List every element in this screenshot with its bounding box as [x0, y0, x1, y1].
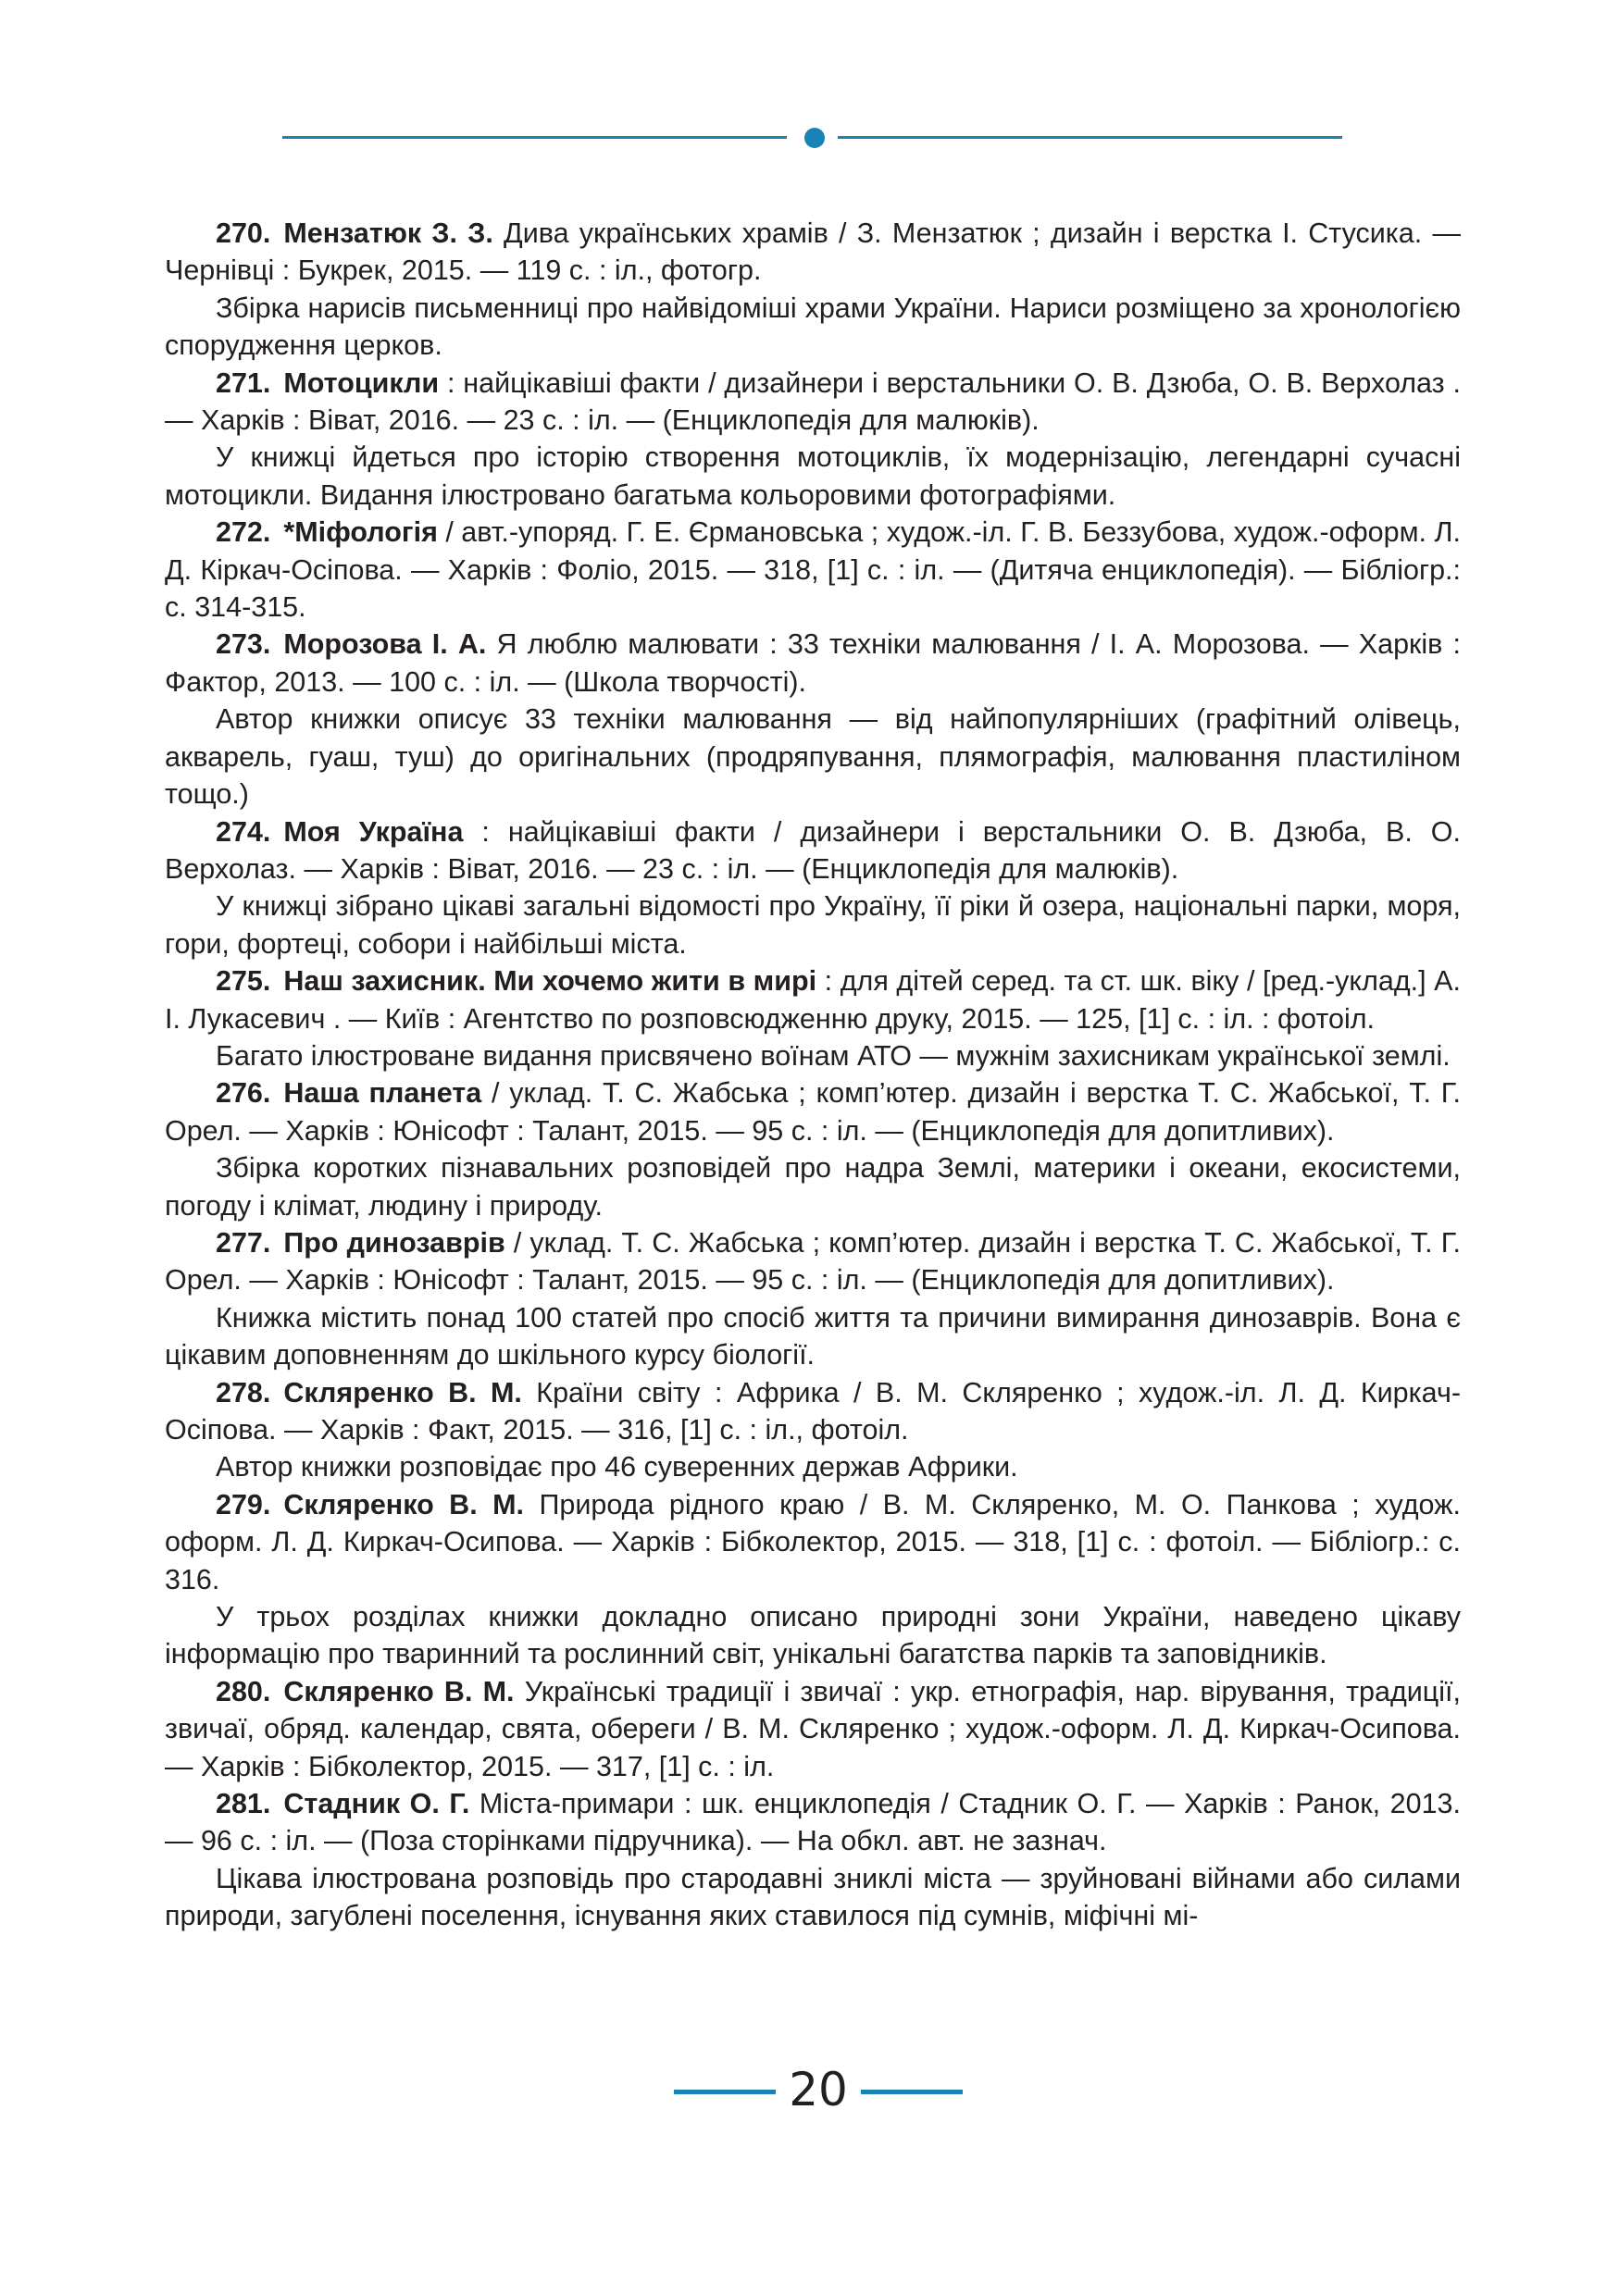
entry-description: / уклад. Т. С. Жабська ; комп’ютер. дизайн і верстка Т. С. Жабської, Т. Г. Орел. — Харків : Юнісофт : Талант, 2015. — 95 с. : іл. — (Енциклопедія для допитливих). — [165, 1226, 1461, 1297]
entry-number: 276. — [216, 1077, 271, 1110]
entry-275 — [165, 962, 1461, 1037]
entry-description: / авт.-упоряд. Г. Е. Єрмановська ; худож.-іл. Г. В. Беззубова, худож.-оформ. Л. Д. Кіркач-Осіпова. — Харків : Фоліо, 2015. — 318, [1] с. : іл. — (Дитяча енциклопедія). — Бібліогр.: с. 314-315. — [165, 516, 1461, 624]
entry-272 — [165, 514, 1461, 626]
entry-276 — [165, 1074, 1461, 1149]
entry-number: 275. — [216, 965, 271, 998]
entry-number: 281. — [216, 1788, 271, 1820]
bibliography-list — [165, 215, 1461, 1935]
entry-description: Я люблю малювати : 33 техніки малювання / І. А. Морозова. — Харків : Фактор, 2013. — 100 с. : іл. — (Школа творчості). — [165, 628, 1461, 698]
header-decoration — [282, 133, 1342, 143]
entry-description: : для дітей серед. та ст. шк. віку / [ред.-уклад.] А. І. Лукасевич . — Київ : Агентство по розповсюдженню друку, 2015. — 125, [1] с. : іл. : фотоіл. — [165, 965, 1461, 1035]
entry-title: Морозова І. А. — [283, 628, 487, 661]
entry-number: 277. — [216, 1226, 271, 1259]
entry-274 — [165, 813, 1461, 888]
entry-description: : найцікавіші факти / дизайнери і верстальники О. В. Дзюба, В. О. Верхолаз. — Харків : Віват, 2016. — 23 с. : іл. — (Енциклопедія для малюків). — [165, 815, 1461, 885]
page-number: 20 — [789, 2063, 848, 2116]
footer-rule-right — [861, 2090, 963, 2094]
entry-279-annotation: У трьох розділах книжки докладно описано природні зони України, наведено цікаву інформацію про тваринний та рослинний світ, унікальні багатства парків та заповідників. — [165, 1601, 1461, 1670]
entry-description: Країни світу : Африка / В. М. Скляренко ; худож.-іл. Л. Д. Киркач-Осіпова. — Харків : Факт, 2015. — 316, [1] с. : іл., фотоіл. — [165, 1376, 1461, 1446]
entry-number: 278. — [216, 1376, 271, 1409]
entry-title: Наша планета — [283, 1077, 482, 1110]
entry-277-annotation: Книжка містить понад 100 статей про спосіб життя та причини вимирання динозаврів. Вона є цікавим доповненням до шкільного курсу біології. — [165, 1301, 1461, 1371]
entry-271-annotation: У книжці йдеться про історію створення мотоциклів, їх модернізацію, легендарні сучасні мотоцикли. Видання ілюстровано багатьма кольоровими фотографіями. — [165, 441, 1461, 511]
header-rule-left — [282, 136, 787, 139]
entry-number: 272. — [216, 516, 271, 549]
entry-title: Мотоцикли — [283, 366, 440, 399]
entry-title: Про динозаврів — [283, 1226, 505, 1259]
entry-description: Українські традиції і звичаї : укр. етнографія, нар. вірування, традиції, звичаї, обряд. календар, свята, обереги / В. М. Скляренко ; худож.-оформ. Л. Д. Киркач-Осипова. — Харків : Бібколектор, 2015. — 317, [1] с. : іл. — [165, 1675, 1461, 1782]
header-rule-right — [838, 136, 1342, 139]
entry-title: Скляренко В. М. — [283, 1488, 525, 1520]
entry-281 — [165, 1785, 1461, 1860]
entry-title: Моя Україна — [283, 815, 464, 848]
entry-title: Скляренко В. М. — [283, 1376, 522, 1409]
entry-description: : найцікавіші факти / дизайнери і верстальники О. В. Дзюба, О. В. Верхолаз . — Харків : Віват, 2016. — 23 с. : іл. — (Енциклопедія для малюків). — [165, 366, 1461, 437]
entry-280 — [165, 1673, 1461, 1785]
entry-title: Стадник О. Г. — [283, 1788, 470, 1820]
page-footer — [0, 2062, 1619, 2117]
footer-rule-left — [674, 2090, 776, 2094]
entry-number: 270. — [216, 217, 271, 249]
entry-number: 280. — [216, 1675, 271, 1707]
entry-title: Мензатюк З. З. — [283, 217, 493, 249]
entry-number: 274. — [216, 815, 271, 848]
entry-title: Скляренко В. М. — [283, 1675, 515, 1707]
entry-description: Природа рідного краю / В. М. Скляренко, М. О. Панкова ; худож. оформ. Л. Д. Киркач-Осипова. — Харків : Бібколектор, 2015. — 318, [1] с. : фотоіл. — Бібліогр.: с. 316. — [165, 1488, 1461, 1595]
entry-title: Наш захисник. Ми хочемо жити в мирі — [283, 965, 817, 998]
entry-description: Дива українських храмів / З. Мензатюк ; дизайн і верстка І. Стусика. — Чернівці : Букрек, 2015. — 119 с. : іл., фотогр. — [165, 217, 1461, 287]
entry-278-annotation: Автор книжки розповідає про 46 суверенних держав Африки. — [216, 1451, 1018, 1483]
entry-270-annotation: Збірка нарисів письменниці про найвідоміші храми України. Нариси розміщено за хронологією спорудження церков. — [165, 292, 1461, 362]
entry-276-annotation: Збірка коротких пізнавальних розповідей про надра Землі, материки і океани, екосистеми, погоду і клімат, людину і природу. — [165, 1152, 1461, 1222]
entry-number: 273. — [216, 628, 271, 661]
entry-271 — [165, 365, 1461, 440]
entry-279 — [165, 1486, 1461, 1598]
entry-number: 279. — [216, 1488, 271, 1520]
entry-273-annotation: Автор книжки описує 33 техніки малювання — від найпопулярніших (графітний олівець, акварель, гуаш, туш) до оригінальних (продряпування, плямографія, малювання пластиліном тощо.) — [165, 703, 1461, 811]
entry-278 — [165, 1374, 1461, 1449]
entry-274-annotation: У книжці зібрано цікаві загальні відомості про Україну, її ріки й озера, національні парки, моря, гори, фортеці, собори і найбільші міста. — [165, 890, 1461, 960]
entry-title: *Міфологія — [283, 516, 438, 549]
entry-275-annotation: Багато ілюстроване видання присвячено воїнам АТО — мужнім захисникам української землі. — [216, 1039, 1451, 1072]
entry-273 — [165, 626, 1461, 701]
entry-281-annotation: Цікава ілюстрована розповідь про стародавні зниклі міста — зруйновані війнами або силами природи, загублені поселення, існування яких ставилося під сумнів, міфічні мі- — [165, 1862, 1461, 1932]
entry-277 — [165, 1224, 1461, 1299]
entry-number: 271. — [216, 366, 271, 399]
entry-description: Міста-примари : шк. енциклопедія / Стадник О. Г. — Харків : Ранок, 2013. — 96 с. : іл. — (Поза сторінками підручника). — На обкл. авт. не зазнач. — [165, 1788, 1461, 1857]
entry-270 — [165, 215, 1461, 290]
header-dot — [804, 128, 825, 148]
entry-description: / уклад. Т. С. Жабська ; комп’ютер. дизайн і верстка Т. С. Жабської, Т. Г. Орел. — Харків : Юнісофт : Талант, 2015. — 95 с. : іл. — (Енциклопедія для допитливих). — [165, 1077, 1461, 1147]
